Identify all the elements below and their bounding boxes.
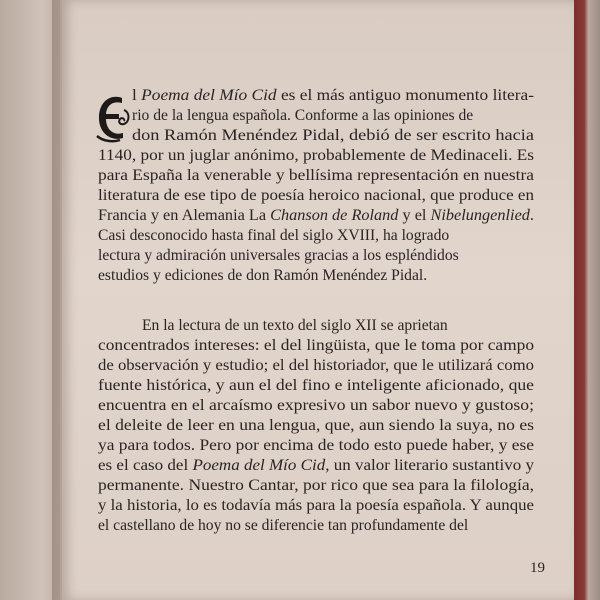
text-line: En la lectura de un texto del siglo XII se aprietan <box>142 317 448 334</box>
text-line: ya para todos. Pero por encima de todo esto puede haber, y ese <box>98 437 534 454</box>
page-edge <box>574 0 600 600</box>
text-line: 1140, por un juglar anónimo, probablemente de Medinaceli. Es <box>98 147 534 164</box>
text-line: lectura y admiración universales gracias a los espléndidos <box>98 247 459 264</box>
text-line: literatura de ese tipo de poesía heroico nacional, que produce en <box>98 187 534 204</box>
text-line: el castellano de hoy no se diferencie tan profundamente del <box>98 517 469 534</box>
text-line: Francia y en Alemania La Chanson de Roland y el Nibelungenlied. <box>98 207 534 224</box>
text-line: de observación y estudio; el del historiador, que le utilizará como <box>98 357 534 374</box>
text-line: don Ramón Menéndez Pidal, debió de ser escrito hacia <box>132 127 534 144</box>
paragraph-1 <box>94 86 534 286</box>
text-line: para España la venerable y bellísima representación en nuestra <box>98 167 534 184</box>
text-line: l Poema del Mío Cid es el más antiguo monumento litera- <box>132 87 534 104</box>
paragraph-2 <box>98 316 534 536</box>
text-line: permanente. Nuestro Cantar, por rico que sea para la filología, <box>98 477 534 494</box>
page-text <box>94 86 534 536</box>
text-line: encuentra en el arcaísmo expresivo un sabor nuevo y gustoso; <box>98 397 534 414</box>
text-line: concentrados intereses: el del lingüista, que le toma por campo <box>98 337 534 354</box>
text-line: el deleite de leer en una lengua, que, aun siendo la suya, no es <box>98 417 534 434</box>
book-title: Chanson de Roland <box>270 207 399 224</box>
book-title: Poema del Mío Cid <box>192 457 326 474</box>
left-page <box>0 0 60 600</box>
text-line: es el caso del Poema del Mío Cid, un valor literario sustantivo y <box>98 457 534 474</box>
text-line: y la historia, lo es todavía más para la poesía española. Y aunque <box>98 497 534 514</box>
drop-cap-e-icon <box>94 92 132 144</box>
text-line: fuente histórica, y aun el del fino e inteligente aficionado, que <box>98 377 534 394</box>
text-line: estudios y ediciones de don Ramón Menéndez Pidal. <box>98 267 428 284</box>
book-title: Nibelungenlied <box>430 207 530 224</box>
book-title: Poema del Mío Cid <box>141 87 277 104</box>
page-number: 19 <box>530 560 545 576</box>
svg-text:E: E <box>94 92 95 93</box>
text-line: Casi desconocido hasta final del siglo XVIII, ha logrado <box>98 227 450 244</box>
text-line: rio de la lengua española. Conforme a las opiniones de <box>132 107 474 124</box>
